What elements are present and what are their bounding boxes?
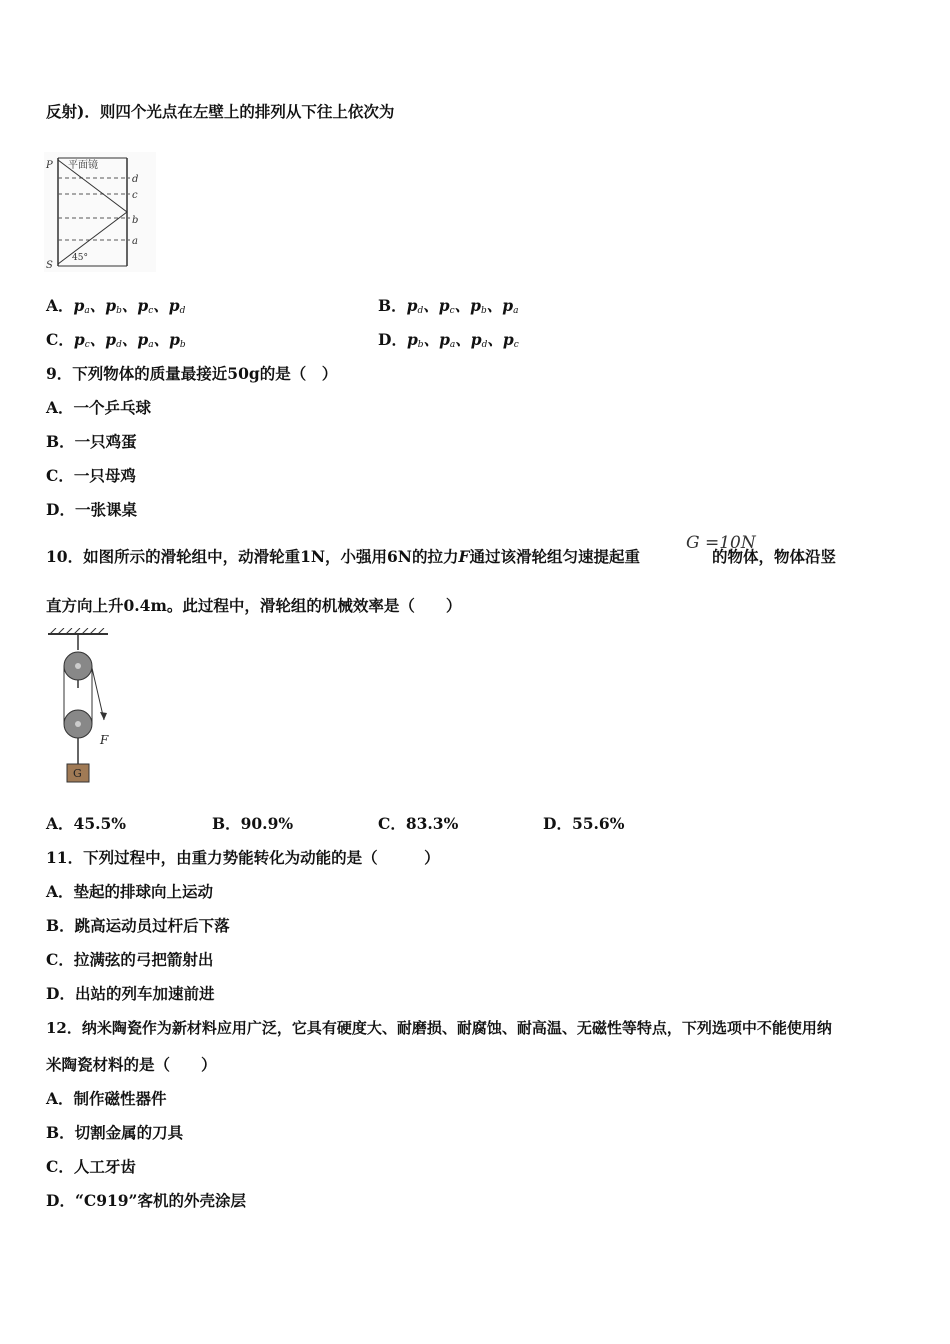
q10-stem-line2: 直方向上升0.4m。此过程中，滑轮组的机械效率是（ ）: [46, 596, 462, 615]
q9-option-a[interactable]: A．一个乒乓球: [46, 398, 152, 417]
q9-option-d[interactable]: D．一张课桌: [46, 500, 137, 519]
q10-option-b[interactable]: B．90.9%: [212, 814, 294, 833]
q12-stem-line1: 12．纳米陶瓷作为新材料应用广泛，它具有硬度大、耐磨损、耐腐蚀、耐高温、无磁性等特点，下列选项中不能使用纳: [46, 1019, 832, 1037]
q10-stem-line1: 10．如图所示的滑轮组中，动滑轮重1N，小强用6N的拉力F通过该滑轮组匀速提起重 的物体，物体沿竖: [46, 547, 837, 566]
mirror-diagram: [44, 152, 156, 272]
mirror-label-s: S: [46, 260, 53, 271]
q11-option-d[interactable]: D．出站的列车加速前进: [46, 984, 215, 1003]
mirror-label-angle: 45°: [72, 253, 88, 263]
q11-option-a[interactable]: A．垫起的排球向上运动: [46, 882, 214, 901]
mirror-label-text: 平面镜: [68, 160, 98, 171]
q9-stem: 9．下列物体的质量最接近50g的是（ ）: [46, 364, 338, 383]
q9-option-c[interactable]: C．一只母鸡: [46, 466, 136, 485]
mirror-label-a: a: [132, 236, 138, 247]
q8-stem-tail: 反射)．则四个光点在左壁上的排列从下往上依次为: [46, 102, 395, 121]
q12-option-b[interactable]: B．切割金属的刀具: [46, 1123, 184, 1142]
q8-option-c[interactable]: C．$p_c$、$p_d$、$p_a$、$p_b$: [46, 330, 186, 350]
q10-option-a[interactable]: A．45.5%: [46, 814, 127, 833]
mirror-label-p: P: [46, 160, 53, 171]
q10-option-d[interactable]: D．55.6%: [543, 814, 625, 833]
q12-option-c[interactable]: C．人工牙齿: [46, 1157, 136, 1176]
q8-option-a[interactable]: A．$p_a$、$p_b$、$p_c$、$p_d$: [46, 296, 186, 316]
q11-stem: 11．下列过程中，由重力势能转化为动能的是（ ）: [46, 848, 440, 867]
q8-option-d[interactable]: D．$p_b$、$p_a$、$p_d$、$p_c$: [378, 330, 519, 350]
q8-option-b[interactable]: B．$p_d$、$p_c$、$p_b$、$p_a$: [378, 296, 519, 316]
q12-option-d[interactable]: D．“C919”客机的外壳涂层: [46, 1191, 246, 1210]
mirror-label-d: d: [132, 174, 139, 185]
q11-option-b[interactable]: B．跳高运动员过杆后下落: [46, 916, 230, 935]
q12-stem-line2: 米陶瓷材料的是（ ）: [46, 1055, 217, 1074]
q10-option-c[interactable]: C．83.3%: [378, 814, 459, 833]
q10-formula: G =10N: [686, 533, 756, 553]
mirror-label-b: b: [132, 215, 139, 226]
pulley-force-label: F: [100, 733, 109, 747]
q11-option-c[interactable]: C．拉满弦的弓把箭射出: [46, 950, 214, 969]
q9-option-b[interactable]: B．一只鸡蛋: [46, 432, 137, 451]
mirror-label-c: c: [132, 190, 138, 201]
pulley-weight-label: G: [73, 767, 82, 780]
q12-option-a[interactable]: A．制作磁性器件: [46, 1089, 167, 1108]
pulley-diagram: [44, 628, 124, 788]
